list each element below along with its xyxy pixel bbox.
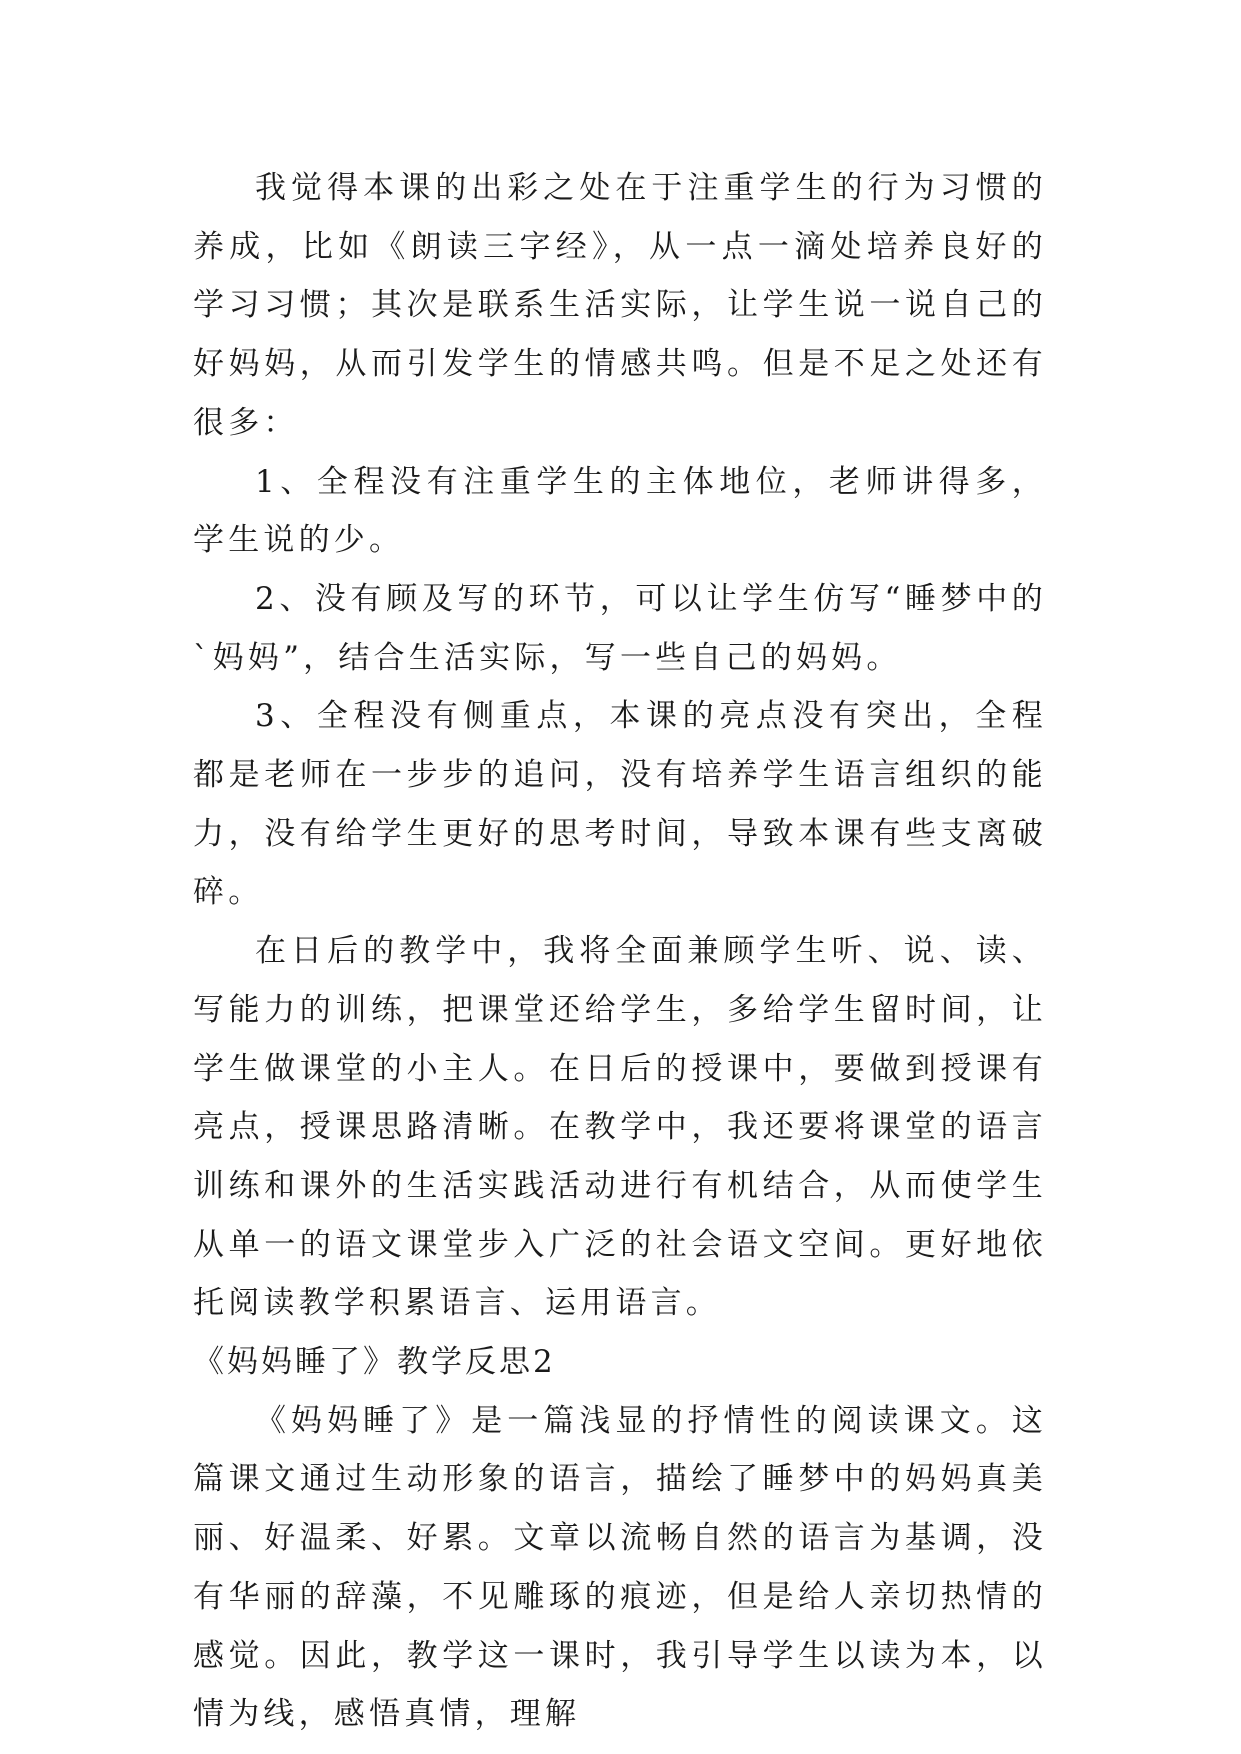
paragraph-point-2: 2、没有顾及写的环节，可以让学生仿写“睡梦中的`妈妈”，结合生活实际，写一些自己的妈妈。 [193, 580, 1047, 676]
paragraph-future-plan: 在日后的教学中，我将全面兼顾学生听、说、读、写能力的训练，把课堂还给学生，多给学生留时间，让学生做课堂的小主人。在日后的授课中，要做到授课有亮点，授课思路清晰。在教学中，我还要将课堂的语言训练和课外的生活实践活动进行有机结合，从而使学生从单一的语文课堂步入广泛的社会语文空间。更好地依托阅读教学积累语言、运用语言。 [193, 933, 1047, 1322]
paragraph-reflection-2-intro: 《妈妈睡了》是一篇浅显的抒情性的阅读课文。这篇课文通过生动形象的语言，描绘了睡梦中的妈妈真美丽、好温柔、好累。文章以流畅自然的语言为基调，没有华丽的辞藻，不见雕琢的痕迹，但是给人亲切热情的感觉。因此，教学这一课时，我引导学生以读为本，以情为线，感悟真情，理解 [193, 1402, 1047, 1733]
paragraph-highlights: 我觉得本课的出彩之处在于注重学生的行为习惯的养成，比如《朗读三字经》，从一点一滴处培养良好的学习习惯；其次是联系生活实际，让学生说一说自己的好妈妈，从而引发学生的情感共鸣。但是不足之处还有很多： [193, 170, 1047, 441]
section-heading: 《妈妈睡了》教学反思2 [193, 1344, 556, 1381]
paragraph-point-3: 3、全程没有侧重点，本课的亮点没有突出，全程都是老师在一步步的追问，没有培养学生语言组织的能力，没有给学生更好的思考时间，导致本课有些支离破碎。 [193, 698, 1047, 911]
document-body [193, 159, 1047, 1744]
paragraph-point-1: 1、全程没有注重学生的主体地位，老师讲得多，学生说的少。 [193, 463, 1047, 559]
